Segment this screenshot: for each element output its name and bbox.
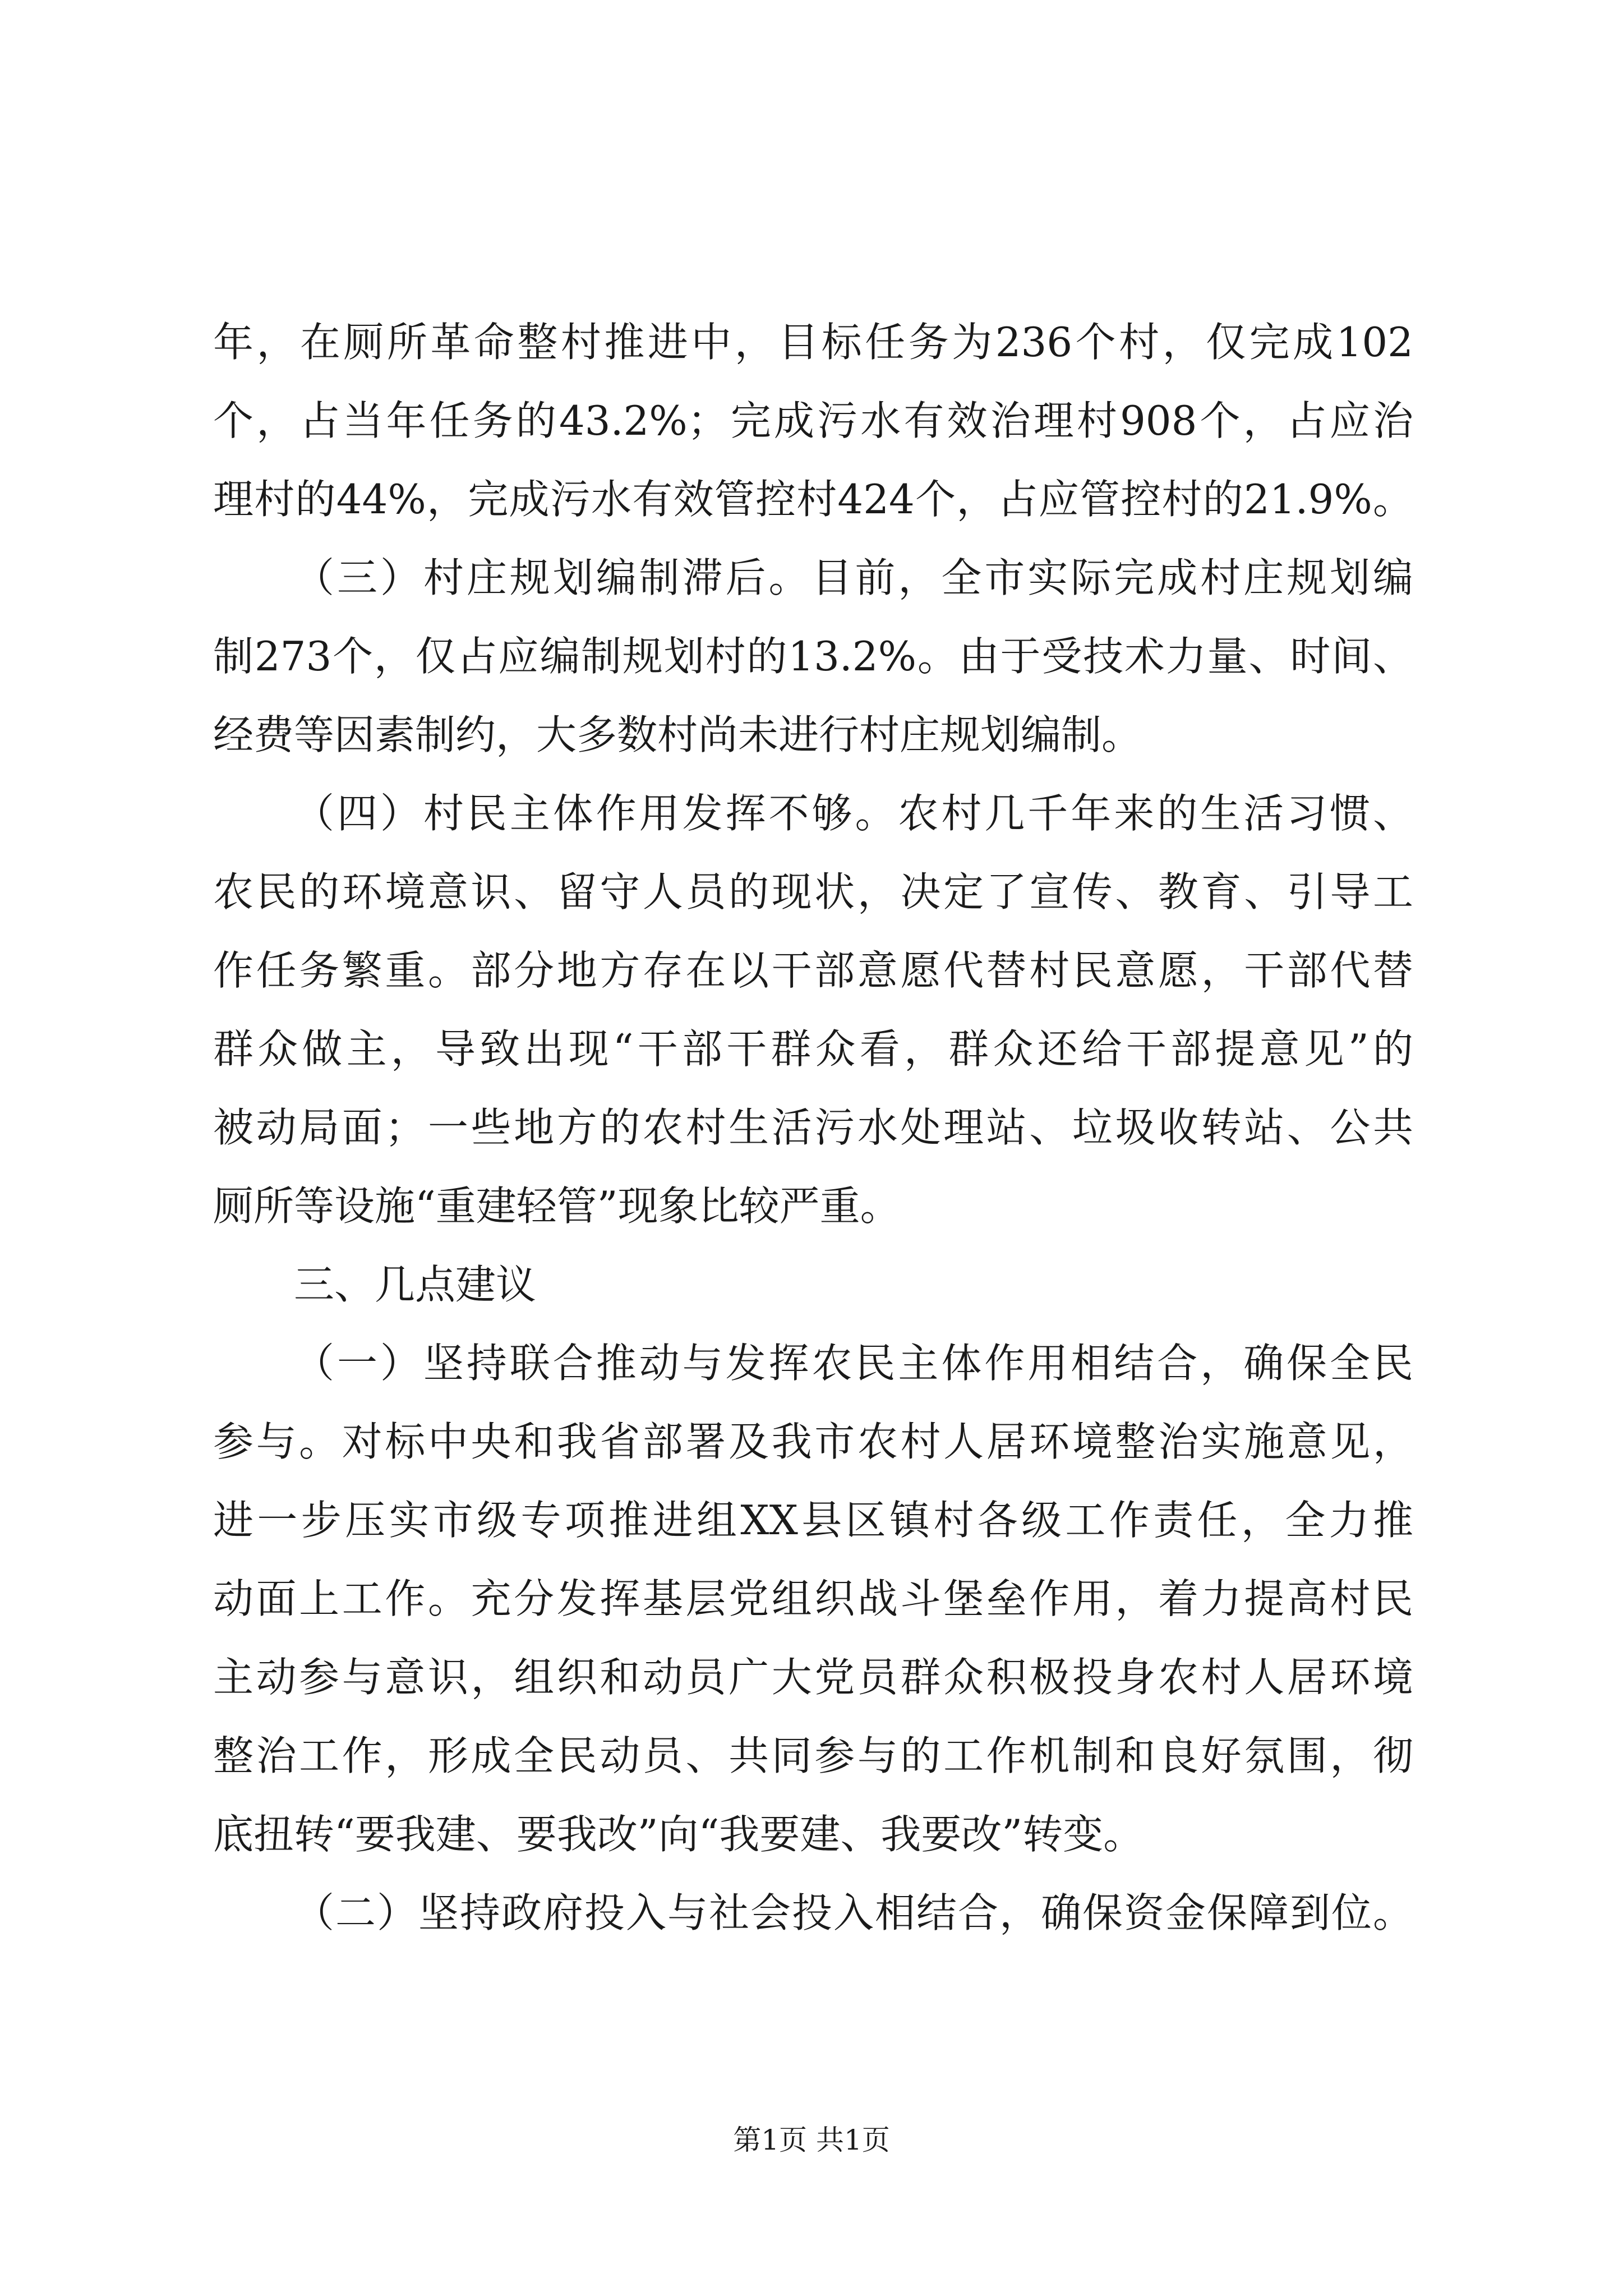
text-line: 动面上工作。充分发挥基层党组织战斗堡垒作用，着力提高村民 — [213, 1575, 1413, 1622]
text-line: 厕所等设施“重建轻管”现象比较严重。 — [213, 1182, 901, 1230]
text-line: 参与。对标中央和我省部署及我市农村人居环境整治实施意见， — [213, 1418, 1413, 1465]
text-line: 进一步压实市级专项推进组XX县区镇村各级工作责任，全力推 — [213, 1497, 1413, 1544]
text-line: 被动局面；一些地方的农村生活污水处理站、垃圾收转站、公共 — [213, 1104, 1413, 1151]
text-line: （二）坚持政府投入与社会投入相结合，确保资金保障到位。 — [294, 1889, 1413, 1936]
text-line: 制273个，仅占应编制规划村的13.2%。由于受技术力量、时间、 — [213, 633, 1413, 680]
text-line: 年，在厕所革命整村推进中，目标任务为236个村，仅完成102 — [213, 319, 1413, 366]
text-line: 群众做主，导致出现“干部干群众看，群众还给干部提意见”的 — [213, 1025, 1413, 1073]
text-line: （四）村民主体作用发挥不够。农村几千年来的生活习惯、 — [294, 790, 1413, 837]
text-line: 经费等因素制约，大多数村尚未进行村庄规划编制。 — [213, 711, 1142, 758]
document-body — [213, 303, 1413, 1952]
text-line: （三）村庄规划编制滞后。目前，全市实际完成村庄规划编 — [294, 554, 1413, 601]
text-line: 作任务繁重。部分地方存在以干部意愿代替村民意愿，干部代替 — [213, 947, 1413, 994]
text-line: 整治工作，形成全民动员、共同参与的工作机制和良好氛围，彻 — [213, 1732, 1413, 1779]
section-heading: 三、几点建议 — [294, 1261, 537, 1308]
page-footer: 第1页 共1页 — [733, 2124, 890, 2156]
text-line: 主动参与意识，组织和动员广大党员群众积极投身农村人居环境 — [213, 1654, 1413, 1701]
text-line: （一）坚持联合推动与发挥农民主体作用相结合，确保全民 — [294, 1340, 1413, 1387]
text-line: 农民的环境意识、留守人员的现状，决定了宣传、教育、引导工 — [213, 868, 1413, 915]
text-line: 底扭转“要我建、要我改”向“我要建、我要改”转变。 — [213, 1811, 1144, 1858]
text-line: 理村的44%，完成污水有效管控村424个，占应管控村的21.9%。 — [213, 476, 1413, 523]
text-line: 个，占当年任务的43.2%；完成污水有效治理村908个，占应治 — [213, 397, 1413, 444]
